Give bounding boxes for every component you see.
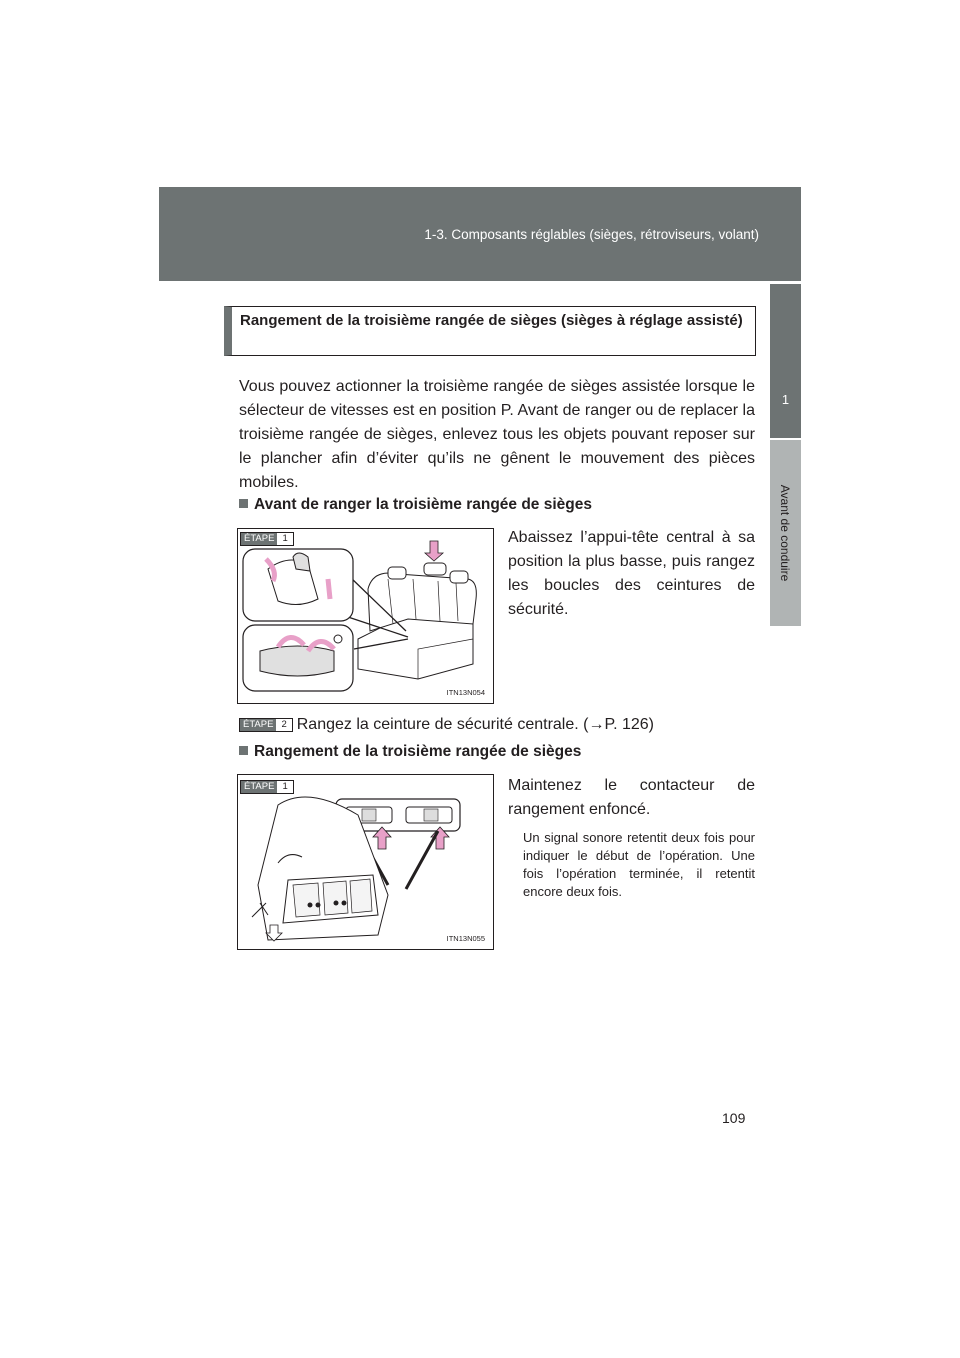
figure-switch-illustration <box>237 774 494 950</box>
seat-illustration <box>238 529 494 704</box>
figure-code: ITN13N055 <box>446 934 485 943</box>
chapter-title: 1-3. Composants réglables (sièges, rétroviseurs, volant) <box>424 227 759 242</box>
step-badge-1: ÉTAPE 1 <box>240 532 294 546</box>
square-bullet-icon <box>239 499 248 508</box>
subheading-text: Rangement de la troisième rangée de sièges <box>254 743 582 760</box>
figure-code: ITN13N054 <box>446 688 485 697</box>
page-number: 109 <box>722 1110 746 1126</box>
chapter-tab-label-area <box>770 440 801 626</box>
subheading-storing <box>239 743 581 761</box>
header-band <box>159 187 801 281</box>
section-heading: Rangement de la troisième rangée de sièges (sièges à réglage assisté) <box>224 306 756 356</box>
chapter-tab <box>770 284 801 438</box>
chapter-number: 1 <box>781 392 790 407</box>
step-badge-2: ÉTAPE 2 <box>239 718 293 732</box>
step2-text: Rangez la ceinture de sécurité centrale. (→P. 126) <box>296 716 654 733</box>
chapter-label: Avant de conduire <box>778 484 792 582</box>
step1-text: Abaissez l’appui-tête central à sa position la plus basse, puis rangez les boucles des ceintures de sécurité. <box>508 529 755 618</box>
subheading-before-storing <box>239 496 592 514</box>
switch-illustration <box>238 775 494 950</box>
step1b-note: Un signal sonore retentit deux fois pour indiquer le début de l’opération. Une fois l’opération terminée, il retentit encore deux fois. <box>523 830 755 899</box>
step-badge-1b: ÉTAPE 1 <box>240 780 294 794</box>
square-bullet-icon <box>239 746 248 755</box>
intro-paragraph: Vous pouvez actionner la troisième rangée de sièges assistée lorsque le sélecteur de vitesses est en position P. Avant de ranger ou de replacer la troisième rangée de sièges, enlevez tous les objets pouvant reposer sur le plancher afin d’éviter qu’ils ne gênent le mouvement des pièces mobiles. <box>239 378 755 491</box>
subheading-text: Avant de ranger la troisième rangée de sièges <box>254 496 592 513</box>
step2-line <box>239 716 654 734</box>
figure-seat-illustration <box>237 528 494 704</box>
step1b-text: Maintenez le contacteur de rangement enfoncé. <box>508 777 755 818</box>
